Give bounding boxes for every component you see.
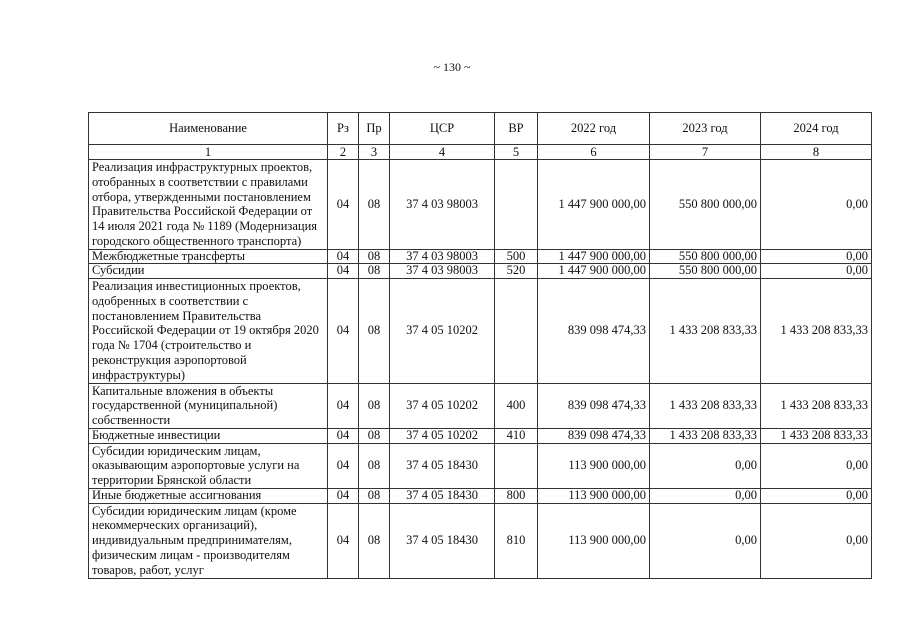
column-number: 3 [359,145,390,160]
table-row [89,503,872,578]
row-2023: 1 433 208 833,33 [650,428,761,443]
row-2024: 0,00 [761,264,872,279]
row-rz: 04 [328,488,359,503]
row-pr: 08 [359,383,390,428]
row-vr: 520 [495,264,538,279]
row-pr: 08 [359,160,390,250]
row-2023: 0,00 [650,488,761,503]
table-row [89,443,872,488]
row-name: Субсидии [89,264,328,279]
row-csr: 37 4 05 10202 [390,383,495,428]
table-row [89,160,872,250]
row-2023: 0,00 [650,443,761,488]
row-rz: 04 [328,428,359,443]
column-numbering-row [89,145,872,160]
row-rz: 04 [328,160,359,250]
table-row [89,383,872,428]
header-rz: Рз [328,113,359,145]
column-number: 7 [650,145,761,160]
header-name: Наименование [89,113,328,145]
row-2024: 1 433 208 833,33 [761,278,872,383]
table-row [89,278,872,383]
row-name: Субсидии юридическим лицам (кроме некоммерческих организаций), индивидуальным предпринимателям, физическим лицам - производителям товаров, работ, услуг [89,503,328,578]
column-number: 1 [89,145,328,160]
column-number: 6 [538,145,650,160]
row-rz: 04 [328,383,359,428]
row-2022: 839 098 474,33 [538,383,650,428]
row-name: Реализация инвестиционных проектов, одобренных в соответствии с постановлением Правительства Российской Федерации от 19 октября 2020 года № 1704 (строительство и реконструкция аэропортовой инфраструктуры) [89,278,328,383]
row-2023: 1 433 208 833,33 [650,278,761,383]
row-csr: 37 4 05 18430 [390,443,495,488]
row-2022: 113 900 000,00 [538,488,650,503]
row-pr: 08 [359,264,390,279]
row-2022: 1 447 900 000,00 [538,249,650,264]
row-pr: 08 [359,503,390,578]
row-2023: 550 800 000,00 [650,249,761,264]
row-vr: 800 [495,488,538,503]
row-2024: 0,00 [761,249,872,264]
header-row [89,113,872,145]
row-2024: 0,00 [761,160,872,250]
row-csr: 37 4 03 98003 [390,264,495,279]
row-vr: 810 [495,503,538,578]
row-rz: 04 [328,264,359,279]
header-pr: Пр [359,113,390,145]
row-vr: 410 [495,428,538,443]
table-row [89,488,872,503]
header-2022: 2022 год [538,113,650,145]
table-row [89,264,872,279]
row-pr: 08 [359,278,390,383]
row-csr: 37 4 05 10202 [390,428,495,443]
row-rz: 04 [328,443,359,488]
row-pr: 08 [359,443,390,488]
row-2024: 0,00 [761,443,872,488]
row-name: Субсидии юридическим лицам, оказывающим аэропортовые услуги на территории Брянской области [89,443,328,488]
column-number: 5 [495,145,538,160]
column-number: 2 [328,145,359,160]
header-csr: ЦСР [390,113,495,145]
row-rz: 04 [328,249,359,264]
page-number: ~ 130 ~ [433,60,471,74]
row-2024: 1 433 208 833,33 [761,383,872,428]
row-2022: 1 447 900 000,00 [538,264,650,279]
column-number: 4 [390,145,495,160]
row-rz: 04 [328,503,359,578]
row-rz: 04 [328,278,359,383]
row-2022: 113 900 000,00 [538,503,650,578]
row-csr: 37 4 03 98003 [390,249,495,264]
row-name: Капитальные вложения в объекты государственной (муниципальной) собственности [89,383,328,428]
header-2023: 2023 год [650,113,761,145]
table-row [89,249,872,264]
row-name: Бюджетные инвестиции [89,428,328,443]
row-csr: 37 4 03 98003 [390,160,495,250]
row-pr: 08 [359,249,390,264]
row-csr: 37 4 05 18430 [390,488,495,503]
header-2024: 2024 год [761,113,872,145]
row-pr: 08 [359,488,390,503]
table-row [89,428,872,443]
row-2024: 1 433 208 833,33 [761,428,872,443]
row-vr [495,160,538,250]
row-2024: 0,00 [761,488,872,503]
header-vr: ВР [495,113,538,145]
row-name: Реализация инфраструктурных проектов, отобранных в соответствии с правилами отбора, утвержденными постановлением Правительства Российской Федерации от 14 июля 2021 года № 1189 (Модернизация городского общественного транспорта) [89,160,328,250]
row-vr: 500 [495,249,538,264]
row-vr [495,443,538,488]
row-2022: 839 098 474,33 [538,428,650,443]
column-number: 8 [761,145,872,160]
budget-table [88,112,872,579]
row-csr: 37 4 05 10202 [390,278,495,383]
row-csr: 37 4 05 18430 [390,503,495,578]
row-name: Межбюджетные трансферты [89,249,328,264]
row-2022: 839 098 474,33 [538,278,650,383]
row-2023: 550 800 000,00 [650,264,761,279]
row-2022: 113 900 000,00 [538,443,650,488]
row-vr [495,278,538,383]
row-vr: 400 [495,383,538,428]
row-name: Иные бюджетные ассигнования [89,488,328,503]
row-2023: 550 800 000,00 [650,160,761,250]
row-2022: 1 447 900 000,00 [538,160,650,250]
row-2023: 0,00 [650,503,761,578]
row-2024: 0,00 [761,503,872,578]
row-2023: 1 433 208 833,33 [650,383,761,428]
row-pr: 08 [359,428,390,443]
